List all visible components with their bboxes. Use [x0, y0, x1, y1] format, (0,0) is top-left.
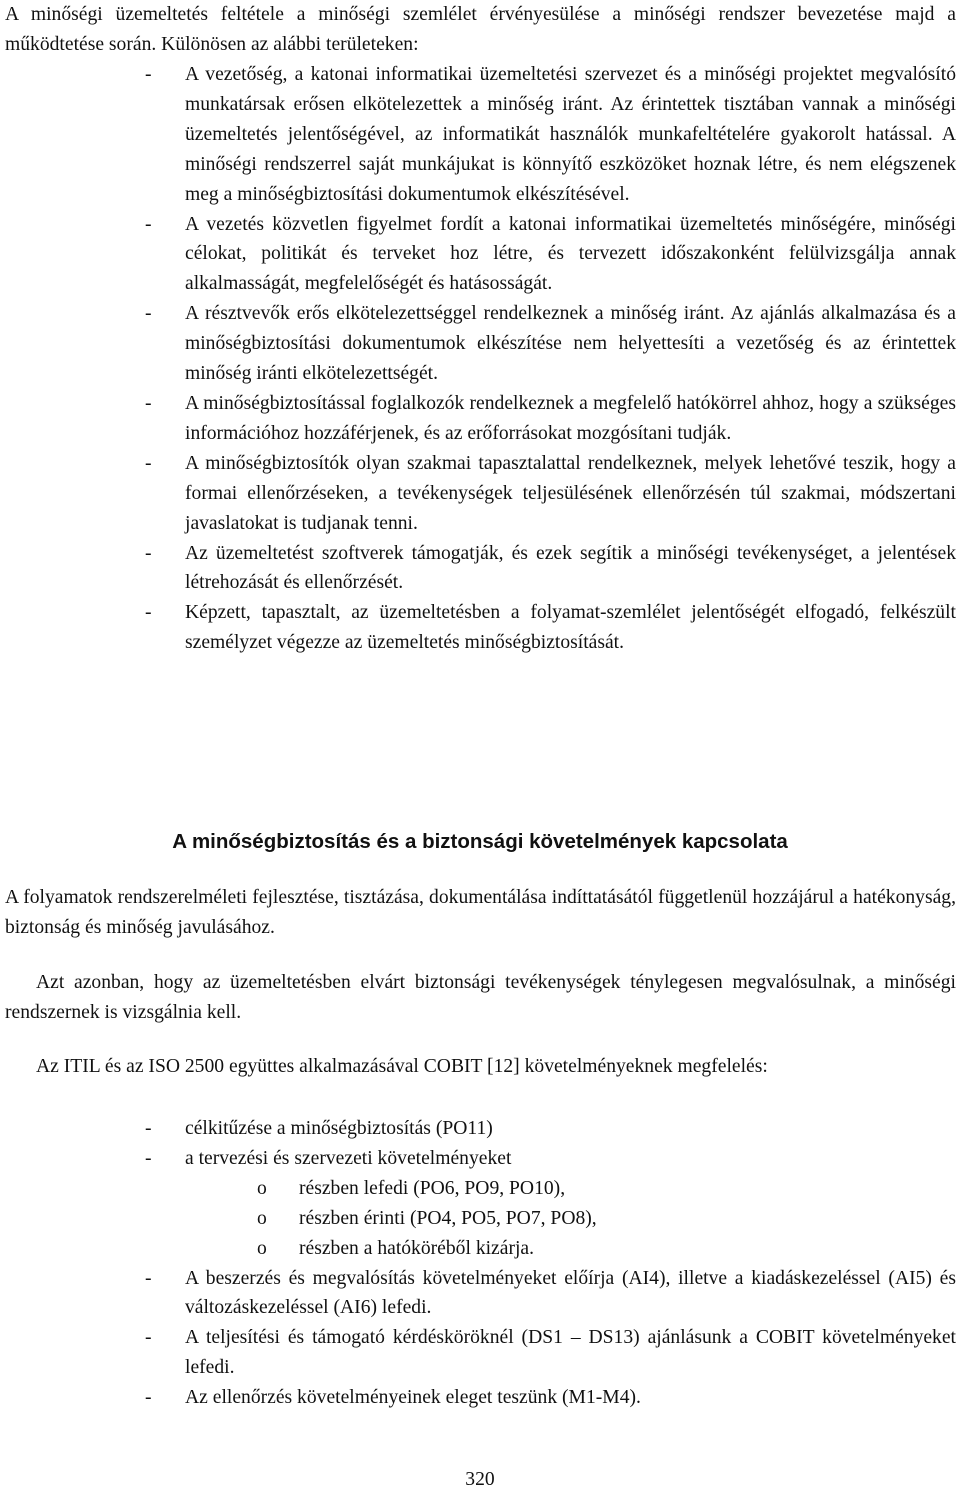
list-item-text: A minőségbiztosítással foglalkozók rendelkeznek a megfelelő hatókörrel ahhoz, hogy a szükséges információhoz hozzáférjenek, és az erőforrásokat mozgósítani tudják. [185, 392, 956, 444]
paragraph-processes: A folyamatok rendszerelméleti fejlesztése, tisztázása, dokumentálása indíttatásától függetlenül hozzájárul a hatékonyság, biztonság és minőség javulásához. [5, 887, 956, 938]
dash-bullet: - [145, 303, 152, 325]
sub-list-item [185, 1234, 956, 1264]
list-item [145, 299, 956, 389]
sub-list-item [185, 1174, 956, 1204]
list-item-text: Az ellenőrzés követelményeinek eleget teszünk (M1-M4). [185, 1387, 641, 1409]
list-item-text: a tervezési és szervezeti követelményeket [185, 1147, 512, 1169]
sub-list [185, 1174, 956, 1264]
list-item [145, 210, 956, 300]
dash-bullet: - [145, 452, 152, 474]
list-item-text: A vezetőség, a katonai informatikai üzemeltetési szervezet és a minőségi projektet megvalósító munkatársak erősen elkötelezettek a minőség iránt. Az érintettek tisztában vannak a minőségi üzemeltetés jelentőségével, az informatikát használók munkafeltételére gyakorolt hatással. A minőségi rendszerrel saját munkájukat is könnyítő eszközöket hoznak létre, és nem elégszenek meg a minőségbiztosítási dokumentumok elkészítésével. [185, 64, 956, 205]
list-item-text: Az üzemeltetést szoftverek támogatják, és ezek segítik a minőségi tevékenységet, a jelentések létrehozását és ellenőrzését. [185, 542, 956, 594]
list-item [145, 1264, 956, 1324]
list-item-text: célkitűzése a minőségbiztosítás (PO11) [185, 1118, 493, 1139]
list-item [145, 598, 956, 658]
circle-bullet: o [257, 1237, 267, 1259]
dash-bullet: - [145, 1327, 152, 1349]
paragraph-security: Azt azonban, hogy az üzemeltetésben elvárt biztonsági tevékenységek ténylegesen megvalósulnak, a minőségi rendszernek is vizsgálnia kell. [5, 972, 956, 1023]
cobit-compliance-list [145, 1114, 956, 1413]
list-item-text: A vezetés közvetlen figyelmet fordít a katonai informatikai üzemeltetés minőségére, minőségi célokat, politikát és terveket hoz létre, és tervezett időszakonként felülvizsgálja annak alkalmasságát, megfelelőségét és hatásosságát. [185, 213, 956, 295]
circle-bullet: o [257, 1207, 267, 1229]
paragraph-cobit: Az ITIL és az ISO 2500 együttes alkalmazásával COBIT [12] követelményeknek megfelelés: [36, 1056, 768, 1077]
circle-bullet: o [257, 1177, 267, 1199]
dash-bullet: - [145, 1118, 152, 1139]
list-item [145, 539, 956, 599]
dash-bullet: - [145, 602, 152, 624]
dash-bullet: - [145, 1147, 152, 1169]
list-item [145, 60, 956, 210]
dash-bullet: - [145, 64, 152, 85]
list-item [145, 389, 956, 449]
sub-list-item-text: részben érinti (PO4, PO5, PO7, PO8), [299, 1207, 597, 1229]
page-number: 320 [465, 1469, 495, 1490]
list-item [145, 449, 956, 539]
section-heading: A minőségbiztosítás és a biztonsági követelmények kapcsolata [172, 830, 788, 853]
list-item [145, 1323, 956, 1383]
dash-bullet: - [145, 213, 152, 235]
list-item-text: Képzett, tapasztalt, az üzemeltetésben a folyamat-szemlélet jelentőségét elfogadó, felkészült személyzet végezze az üzemeltetés minőségbiztosítását. [185, 602, 956, 654]
sub-list-item-text: részben lefedi (PO6, PO9, PO10), [299, 1177, 566, 1199]
dash-bullet: - [145, 1387, 152, 1409]
list-item-text: A teljesítési és támogató kérdésköröknél (DS1 – DS13) ajánlásunk a COBIT követelményeket lefedi. [185, 1327, 956, 1379]
sub-list-item [185, 1204, 956, 1234]
list-item [145, 1114, 956, 1144]
dash-bullet: - [145, 392, 152, 414]
sub-list-item-text: részben a hatóköréből kizárja. [299, 1237, 535, 1259]
quality-conditions-list [145, 60, 956, 658]
list-item-text: A beszerzés és megvalósítás követelményeket előírja (AI4), illetve a kiadáskezeléssel (AI5) és változáskezeléssel (AI6) lefedi. [185, 1267, 956, 1319]
list-item-text: A minőségbiztosítók olyan szakmai tapasztalattal rendelkeznek, melyek lehetővé teszik, hogy a formai ellenőrzéseken, a tevékenységek teljesülésének ellenőrzésén túl szakmai, módszertani javaslatokat is tudjanak tenni. [185, 452, 956, 534]
dash-bullet: - [145, 542, 152, 564]
list-item [145, 1383, 956, 1413]
list-item [145, 1144, 956, 1264]
dash-bullet: - [145, 1267, 152, 1289]
list-item-text: A résztvevők erős elkötelezettséggel rendelkeznek a minőség iránt. Az ajánlás alkalmazása és a minőségbiztosítási dokumentumok elkészítése nem helyettesíti a vezetőség és az érintettek minőség iránti elkötelezettségét. [185, 303, 956, 385]
intro-paragraph: A minőségi üzemeltetés feltétele a minőségi szemlélet érvényesülése a minőségi rendszer bevezetése majd a működtetése során. Különösen az alábbi területeken: [5, 4, 956, 55]
